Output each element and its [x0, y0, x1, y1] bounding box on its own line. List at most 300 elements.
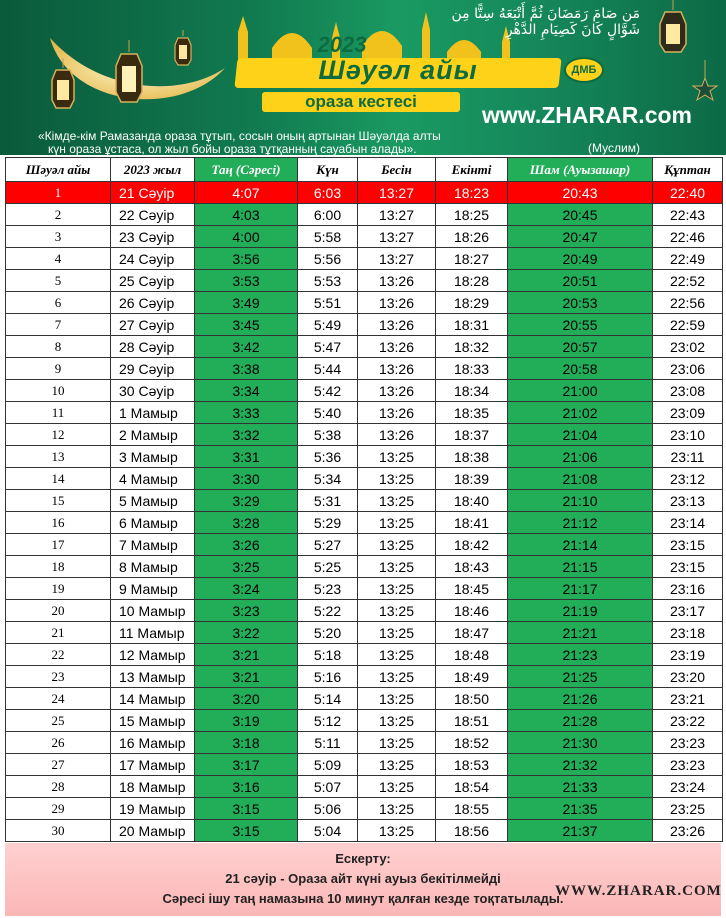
- date-cell: 6 Мамыр: [111, 512, 195, 534]
- asr-cell: 18:35: [436, 402, 508, 424]
- maghrib-cell: 20:53: [508, 292, 653, 314]
- isha-cell: 23:06: [653, 358, 723, 380]
- sunrise-cell: 5:44: [298, 358, 358, 380]
- isha-cell: 23:23: [653, 754, 723, 776]
- isha-cell: 22:56: [653, 292, 723, 314]
- date-cell: 23 Сәуір: [111, 226, 195, 248]
- column-header-maghrib: Шам (Ауызашар): [508, 158, 653, 182]
- maghrib-cell: 21:04: [508, 424, 653, 446]
- fajr-cell: 3:38: [195, 358, 298, 380]
- day-cell: 15: [6, 490, 111, 512]
- maghrib-cell: 20:51: [508, 270, 653, 292]
- asr-cell: 18:52: [436, 732, 508, 754]
- fajr-cell: 3:34: [195, 380, 298, 402]
- hadith-line-1: «Кімде-кім Рамазанда ораза тұтып, сосын оның артынан Шәуәлда алты: [38, 129, 441, 143]
- maghrib-cell: 20:58: [508, 358, 653, 380]
- isha-cell: 22:49: [653, 248, 723, 270]
- page-subtitle: ораза кестесі: [305, 92, 417, 111]
- table-row: [6, 622, 723, 644]
- table-row: [6, 446, 723, 468]
- table-row: [6, 314, 723, 336]
- table-row: [6, 490, 723, 512]
- maghrib-cell: 21:33: [508, 776, 653, 798]
- isha-cell: 23:08: [653, 380, 723, 402]
- fajr-cell: 3:22: [195, 622, 298, 644]
- maghrib-cell: 21:15: [508, 556, 653, 578]
- day-cell: 16: [6, 512, 111, 534]
- maghrib-cell: 21:21: [508, 622, 653, 644]
- dhuhr-cell: 13:26: [358, 380, 436, 402]
- maghrib-cell: 21:10: [508, 490, 653, 512]
- fajr-cell: 3:15: [195, 798, 298, 820]
- maghrib-cell: 20:57: [508, 336, 653, 358]
- day-cell: 6: [6, 292, 111, 314]
- isha-cell: 23:16: [653, 578, 723, 600]
- sunrise-cell: 5:11: [298, 732, 358, 754]
- fajr-cell: 3:49: [195, 292, 298, 314]
- footer-note: [5, 843, 721, 916]
- isha-cell: 23:10: [653, 424, 723, 446]
- asr-cell: 18:51: [436, 710, 508, 732]
- dhuhr-cell: 13:27: [358, 204, 436, 226]
- table-row: [6, 358, 723, 380]
- maghrib-cell: 21:26: [508, 688, 653, 710]
- asr-cell: 18:28: [436, 270, 508, 292]
- date-cell: 25 Сәуір: [111, 270, 195, 292]
- isha-cell: 23:21: [653, 688, 723, 710]
- star-icon: [690, 60, 720, 110]
- date-cell: 9 Мамыр: [111, 578, 195, 600]
- table-row: [6, 380, 723, 402]
- dhuhr-cell: 13:25: [358, 776, 436, 798]
- sunrise-cell: 5:56: [298, 248, 358, 270]
- lantern-icon: [655, 0, 691, 60]
- date-cell: 14 Мамыр: [111, 688, 195, 710]
- dhuhr-cell: 13:26: [358, 424, 436, 446]
- asr-cell: 18:23: [436, 182, 508, 204]
- column-header-isha: Құптан: [653, 158, 723, 182]
- day-cell: 25: [6, 710, 111, 732]
- asr-cell: 18:50: [436, 688, 508, 710]
- day-cell: 11: [6, 402, 111, 424]
- date-cell: 15 Мамыр: [111, 710, 195, 732]
- day-cell: 13: [6, 446, 111, 468]
- sunrise-cell: 5:29: [298, 512, 358, 534]
- date-cell: 27 Сәуір: [111, 314, 195, 336]
- date-cell: 7 Мамыр: [111, 534, 195, 556]
- isha-cell: 22:40: [653, 182, 723, 204]
- page-title: Шәуәл айы: [318, 55, 478, 85]
- isha-cell: 23:09: [653, 402, 723, 424]
- table-row: [6, 468, 723, 490]
- day-cell: 24: [6, 688, 111, 710]
- sunrise-cell: 5:09: [298, 754, 358, 776]
- fajr-cell: 3:15: [195, 820, 298, 842]
- isha-cell: 23:26: [653, 820, 723, 842]
- sunrise-cell: 5:23: [298, 578, 358, 600]
- date-cell: 19 Мамыр: [111, 798, 195, 820]
- day-cell: 23: [6, 666, 111, 688]
- asr-cell: 18:48: [436, 644, 508, 666]
- asr-cell: 18:25: [436, 204, 508, 226]
- fajr-cell: 3:26: [195, 534, 298, 556]
- table-row: [6, 754, 723, 776]
- sunrise-cell: 5:49: [298, 314, 358, 336]
- maghrib-cell: 20:47: [508, 226, 653, 248]
- day-cell: 14: [6, 468, 111, 490]
- table-row: [6, 424, 723, 446]
- maghrib-cell: 21:08: [508, 468, 653, 490]
- date-cell: 2 Мамыр: [111, 424, 195, 446]
- fajr-cell: 3:29: [195, 490, 298, 512]
- dhuhr-cell: 13:25: [358, 732, 436, 754]
- dhuhr-cell: 13:25: [358, 512, 436, 534]
- fajr-cell: 4:07: [195, 182, 298, 204]
- dhuhr-cell: 13:27: [358, 248, 436, 270]
- date-cell: 28 Сәуір: [111, 336, 195, 358]
- column-header-day: Шәуәл айы: [6, 158, 111, 182]
- table-row: [6, 644, 723, 666]
- day-cell: 27: [6, 754, 111, 776]
- asr-cell: 18:47: [436, 622, 508, 644]
- date-cell: 21 Сәуір: [111, 182, 195, 204]
- dhuhr-cell: 13:25: [358, 468, 436, 490]
- asr-cell: 18:33: [436, 358, 508, 380]
- asr-cell: 18:32: [436, 336, 508, 358]
- isha-cell: 23:17: [653, 600, 723, 622]
- table-row: [6, 534, 723, 556]
- dhuhr-cell: 13:25: [358, 578, 436, 600]
- date-cell: 8 Мамыр: [111, 556, 195, 578]
- day-cell: 1: [6, 182, 111, 204]
- sunrise-cell: 5:47: [298, 336, 358, 358]
- table-row: [6, 710, 723, 732]
- fajr-cell: 3:20: [195, 688, 298, 710]
- isha-cell: 23:22: [653, 710, 723, 732]
- dhuhr-cell: 13:26: [358, 292, 436, 314]
- asr-cell: 18:34: [436, 380, 508, 402]
- column-header-asr: Екінті: [436, 158, 508, 182]
- day-cell: 28: [6, 776, 111, 798]
- dhuhr-cell: 13:25: [358, 798, 436, 820]
- maghrib-cell: 20:45: [508, 204, 653, 226]
- fajr-cell: 3:17: [195, 754, 298, 776]
- isha-cell: 22:52: [653, 270, 723, 292]
- lantern-icon: [112, 40, 146, 112]
- isha-cell: 23:24: [653, 776, 723, 798]
- date-cell: 29 Сәуір: [111, 358, 195, 380]
- date-cell: 12 Мамыр: [111, 644, 195, 666]
- isha-cell: 23:13: [653, 490, 723, 512]
- fajr-cell: 3:30: [195, 468, 298, 490]
- isha-cell: 22:43: [653, 204, 723, 226]
- maghrib-cell: 21:37: [508, 820, 653, 842]
- fajr-cell: 3:21: [195, 666, 298, 688]
- sunrise-cell: 5:20: [298, 622, 358, 644]
- isha-cell: 22:59: [653, 314, 723, 336]
- date-cell: 1 Мамыр: [111, 402, 195, 424]
- date-cell: 3 Мамыр: [111, 446, 195, 468]
- dhuhr-cell: 13:26: [358, 314, 436, 336]
- asr-cell: 18:54: [436, 776, 508, 798]
- dhuhr-cell: 13:25: [358, 490, 436, 512]
- sunrise-cell: 5:07: [298, 776, 358, 798]
- sunrise-cell: 5:40: [298, 402, 358, 424]
- table-row: [6, 600, 723, 622]
- dhuhr-cell: 13:25: [358, 446, 436, 468]
- fajr-cell: 3:45: [195, 314, 298, 336]
- table-row: [6, 182, 723, 204]
- dhuhr-cell: 13:25: [358, 534, 436, 556]
- fajr-cell: 3:32: [195, 424, 298, 446]
- dhuhr-cell: 13:26: [358, 358, 436, 380]
- year-label: 2023: [317, 32, 367, 57]
- day-cell: 7: [6, 314, 111, 336]
- fajr-cell: 3:23: [195, 600, 298, 622]
- isha-cell: 23:15: [653, 534, 723, 556]
- isha-cell: 23:20: [653, 666, 723, 688]
- date-cell: 17 Мамыр: [111, 754, 195, 776]
- maghrib-cell: 21:12: [508, 512, 653, 534]
- fajr-cell: 4:03: [195, 204, 298, 226]
- date-cell: 11 Мамыр: [111, 622, 195, 644]
- asr-cell: 18:49: [436, 666, 508, 688]
- dhuhr-cell: 13:25: [358, 600, 436, 622]
- table-row: [6, 556, 723, 578]
- day-cell: 22: [6, 644, 111, 666]
- day-cell: 26: [6, 732, 111, 754]
- day-cell: 8: [6, 336, 111, 358]
- day-cell: 30: [6, 820, 111, 842]
- dhuhr-cell: 13:25: [358, 556, 436, 578]
- isha-cell: 23:14: [653, 512, 723, 534]
- day-cell: 20: [6, 600, 111, 622]
- maghrib-cell: 21:35: [508, 798, 653, 820]
- table-body: [6, 182, 723, 842]
- sunrise-cell: 6:00: [298, 204, 358, 226]
- column-header-sunrise: Күн: [298, 158, 358, 182]
- table-row: [6, 336, 723, 358]
- table-header-row: [6, 158, 723, 182]
- date-cell: 10 Мамыр: [111, 600, 195, 622]
- sunrise-cell: 5:38: [298, 424, 358, 446]
- dhuhr-cell: 13:27: [358, 182, 436, 204]
- day-cell: 19: [6, 578, 111, 600]
- maghrib-cell: 21:17: [508, 578, 653, 600]
- sunrise-cell: 5:53: [298, 270, 358, 292]
- dhuhr-cell: 13:25: [358, 754, 436, 776]
- date-cell: 20 Мамыр: [111, 820, 195, 842]
- isha-cell: 23:25: [653, 798, 723, 820]
- date-cell: 24 Сәуір: [111, 248, 195, 270]
- isha-cell: 23:23: [653, 732, 723, 754]
- asr-cell: 18:41: [436, 512, 508, 534]
- asr-cell: 18:42: [436, 534, 508, 556]
- sunrise-cell: 5:58: [298, 226, 358, 248]
- asr-cell: 18:46: [436, 600, 508, 622]
- column-header-date: 2023 жыл: [111, 158, 195, 182]
- dhuhr-cell: 13:25: [358, 644, 436, 666]
- asr-cell: 18:55: [436, 798, 508, 820]
- day-cell: 9: [6, 358, 111, 380]
- hadith-line-2: күн ораза ұстаса, ол жыл бойы ораза тұтқанның сауабын алады».: [48, 142, 417, 155]
- day-cell: 3: [6, 226, 111, 248]
- day-cell: 4: [6, 248, 111, 270]
- fajr-cell: 3:25: [195, 556, 298, 578]
- dmb-logo: ДМБ: [564, 57, 604, 83]
- maghrib-cell: 20:43: [508, 182, 653, 204]
- dhuhr-cell: 13:25: [358, 820, 436, 842]
- sunrise-cell: 5:06: [298, 798, 358, 820]
- maghrib-cell: 21:06: [508, 446, 653, 468]
- sunrise-cell: 5:36: [298, 446, 358, 468]
- sunrise-cell: 5:31: [298, 490, 358, 512]
- footer-site-link[interactable]: WWW.ZHARAR.COM: [555, 883, 722, 899]
- table-row: [6, 578, 723, 600]
- isha-cell: 23:19: [653, 644, 723, 666]
- table-row: [6, 776, 723, 798]
- maghrib-cell: 20:55: [508, 314, 653, 336]
- sunrise-cell: 5:27: [298, 534, 358, 556]
- arabic-verse-line-1: مَن صَامَ رَمَضَانَ ثُمَّ أَتْبَعَهُ سِتًّا مِن: [451, 6, 640, 22]
- maghrib-cell: 21:14: [508, 534, 653, 556]
- maghrib-cell: 21:19: [508, 600, 653, 622]
- dhuhr-cell: 13:25: [358, 666, 436, 688]
- dhuhr-cell: 13:25: [358, 688, 436, 710]
- table-row: [6, 204, 723, 226]
- dhuhr-cell: 13:25: [358, 710, 436, 732]
- maghrib-cell: 21:00: [508, 380, 653, 402]
- isha-cell: 22:46: [653, 226, 723, 248]
- table-row: [6, 798, 723, 820]
- asr-cell: 18:27: [436, 248, 508, 270]
- fajr-cell: 3:24: [195, 578, 298, 600]
- isha-cell: 23:12: [653, 468, 723, 490]
- sunrise-cell: 5:34: [298, 468, 358, 490]
- day-cell: 29: [6, 798, 111, 820]
- fajr-cell: 3:53: [195, 270, 298, 292]
- sunrise-cell: 5:18: [298, 644, 358, 666]
- maghrib-cell: 20:49: [508, 248, 653, 270]
- asr-cell: 18:45: [436, 578, 508, 600]
- day-cell: 17: [6, 534, 111, 556]
- table-row: [6, 402, 723, 424]
- maghrib-cell: 21:25: [508, 666, 653, 688]
- sunrise-cell: 5:16: [298, 666, 358, 688]
- asr-cell: 18:53: [436, 754, 508, 776]
- arabic-verse-line-2: شَوَّالٍ كَانَ كَصِيَامِ الدَّهْرِ: [505, 22, 640, 38]
- day-cell: 12: [6, 424, 111, 446]
- table-row: [6, 226, 723, 248]
- fajr-cell: 3:19: [195, 710, 298, 732]
- sunrise-cell: 5:42: [298, 380, 358, 402]
- asr-cell: 18:56: [436, 820, 508, 842]
- note-title: Ескерту:: [335, 851, 391, 866]
- note-line-2: Сәресі ішу таң намазына 10 минут қалған кезде тоқтатылады.: [162, 891, 564, 906]
- asr-cell: 18:43: [436, 556, 508, 578]
- sunrise-cell: 5:14: [298, 688, 358, 710]
- date-cell: 30 Сәуір: [111, 380, 195, 402]
- sunrise-cell: 5:04: [298, 820, 358, 842]
- date-cell: 22 Сәуір: [111, 204, 195, 226]
- day-cell: 2: [6, 204, 111, 226]
- fajr-cell: 3:42: [195, 336, 298, 358]
- asr-cell: 18:31: [436, 314, 508, 336]
- date-cell: 13 Мамыр: [111, 666, 195, 688]
- asr-cell: 18:39: [436, 468, 508, 490]
- date-cell: 26 Сәуір: [111, 292, 195, 314]
- dhuhr-cell: 13:26: [358, 336, 436, 358]
- fajr-cell: 3:56: [195, 248, 298, 270]
- sunrise-cell: 5:51: [298, 292, 358, 314]
- asr-cell: 18:29: [436, 292, 508, 314]
- sunrise-cell: 5:12: [298, 710, 358, 732]
- day-cell: 21: [6, 622, 111, 644]
- asr-cell: 18:26: [436, 226, 508, 248]
- table-row: [6, 512, 723, 534]
- asr-cell: 18:38: [436, 446, 508, 468]
- isha-cell: 23:15: [653, 556, 723, 578]
- prayer-times-table: [5, 157, 723, 842]
- fajr-cell: 3:21: [195, 644, 298, 666]
- day-cell: 10: [6, 380, 111, 402]
- lantern-icon: [48, 58, 78, 118]
- date-cell: 16 Мамыр: [111, 732, 195, 754]
- table-row: [6, 732, 723, 754]
- header-banner: [0, 0, 726, 155]
- table-row: [6, 292, 723, 314]
- isha-cell: 23:11: [653, 446, 723, 468]
- dhuhr-cell: 13:27: [358, 226, 436, 248]
- maghrib-cell: 21:28: [508, 710, 653, 732]
- date-cell: 18 Мамыр: [111, 776, 195, 798]
- maghrib-cell: 21:32: [508, 754, 653, 776]
- isha-cell: 23:02: [653, 336, 723, 358]
- maghrib-cell: 21:02: [508, 402, 653, 424]
- fajr-cell: 3:16: [195, 776, 298, 798]
- isha-cell: 23:18: [653, 622, 723, 644]
- table-row: [6, 248, 723, 270]
- fajr-cell: 4:00: [195, 226, 298, 248]
- day-cell: 5: [6, 270, 111, 292]
- lantern-icon: [172, 30, 194, 70]
- day-cell: 18: [6, 556, 111, 578]
- note-line-1: 21 сәуір - Ораза айт күні ауыз бекітілмейді: [225, 871, 501, 886]
- dhuhr-cell: 13:26: [358, 402, 436, 424]
- date-cell: 5 Мамыр: [111, 490, 195, 512]
- asr-cell: 18:37: [436, 424, 508, 446]
- fajr-cell: 3:18: [195, 732, 298, 754]
- sunrise-cell: 5:25: [298, 556, 358, 578]
- date-cell: 4 Мамыр: [111, 468, 195, 490]
- fajr-cell: 3:28: [195, 512, 298, 534]
- site-link[interactable]: www.ZHARAR.com: [482, 102, 692, 128]
- fajr-cell: 3:31: [195, 446, 298, 468]
- table-row: [6, 688, 723, 710]
- fajr-cell: 3:33: [195, 402, 298, 424]
- column-header-dhuhr: Бесін: [358, 158, 436, 182]
- sunrise-cell: 5:22: [298, 600, 358, 622]
- maghrib-cell: 21:23: [508, 644, 653, 666]
- table-row: [6, 820, 723, 842]
- dhuhr-cell: 13:26: [358, 270, 436, 292]
- hadith-source: (Муслим): [588, 141, 640, 155]
- dhuhr-cell: 13:25: [358, 622, 436, 644]
- column-header-fajr: Таң (Сәресі): [195, 158, 298, 182]
- asr-cell: 18:40: [436, 490, 508, 512]
- table-row: [6, 270, 723, 292]
- maghrib-cell: 21:30: [508, 732, 653, 754]
